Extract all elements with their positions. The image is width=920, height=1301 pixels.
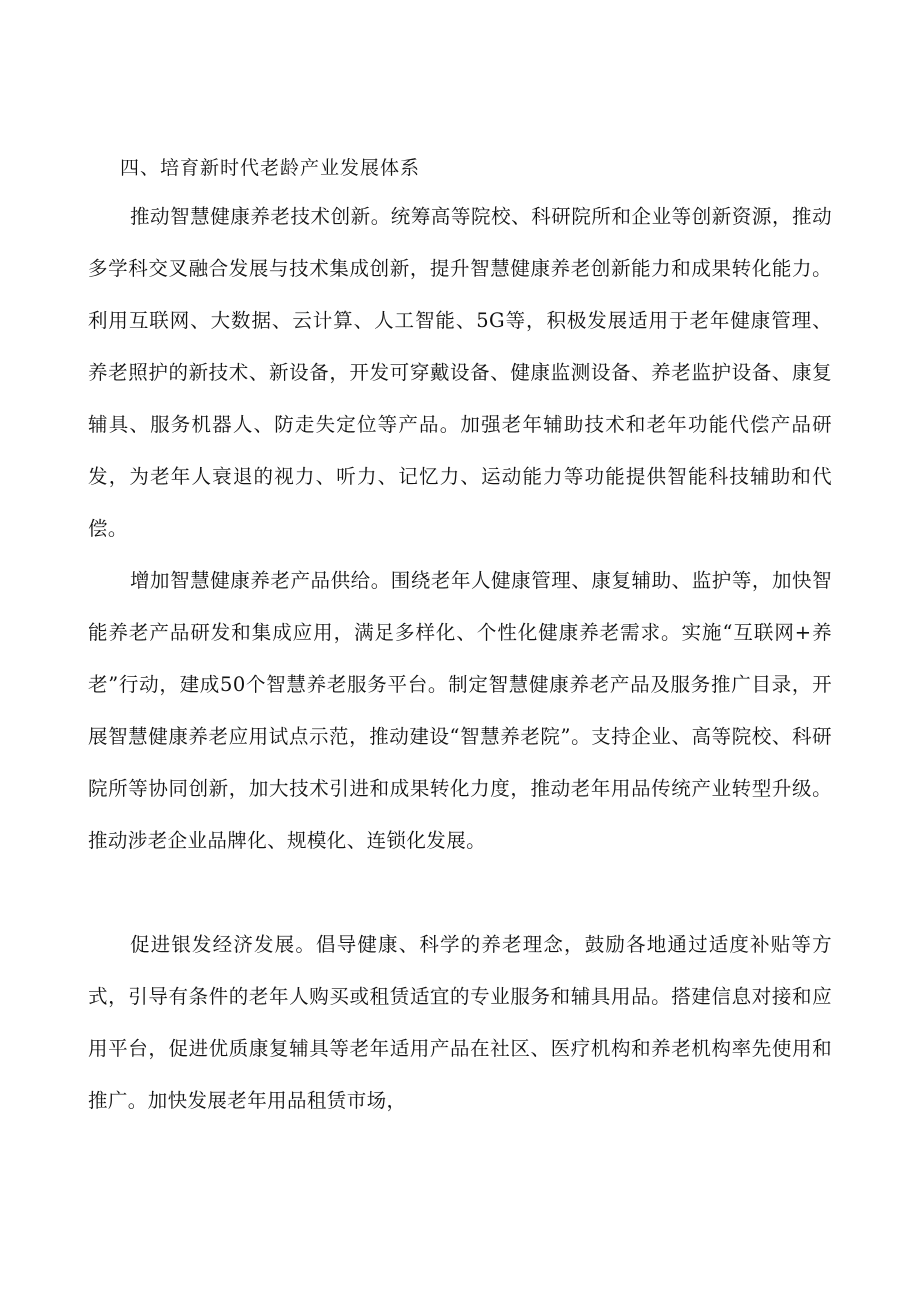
section-heading: 四、培育新时代老龄产业发展体系	[120, 157, 421, 179]
paragraph-silver-economy: 促进银发经济发展。倡导健康、科学的养老理念，鼓励各地通过适度补贴等方式，引导有条件的老年人购买或租赁适宜的专业服务和辅具用品。搭建信息对接和应用平台，促进优质康复辅具等老年适用产品在社区、医疗机构和养老机构率先使用和推广。加快发展老年用品租赁市场，	[88, 933, 832, 1112]
paragraph-tech-innovation: 推动智慧健康养老技术创新。统筹高等院校、科研院所和企业等创新资源，推动多学科交叉融合发展与技术集成创新，提升智慧健康养老创新能力和成果转化能力。利用互联网、大数据、云计算、人工智能、5G等，积极发展适用于老年健康管理、养老照护的新技术、新设备，开发可穿戴设备、健康监测设备、养老监护设备、康复辅具、服务机器人、防走失定位等产品。加强老年辅助技术和老年功能代偿产品研发，为老年人衰退的视力、听力、记忆力、运动能力等功能提供智能科技辅助和代偿。	[88, 205, 832, 540]
paragraph-product-supply: 增加智慧健康养老产品供给。围绕老年人健康管理、康复辅助、监护等，加快智能养老产品研发和集成应用，满足多样化、个性化健康养老需求。实施“互联网+养老”行动，建成50个智慧养老服务平台。制定智慧健康养老产品及服务推广目录，开展智慧健康养老应用试点示范，推动建设“智慧养老院”。支持企业、高等院校、科研院所等协同创新，加大技术引进和成果转化力度，推动老年用品传统产业转型升级。推动涉老企业品牌化、规模化、连锁化发展。	[88, 569, 832, 852]
